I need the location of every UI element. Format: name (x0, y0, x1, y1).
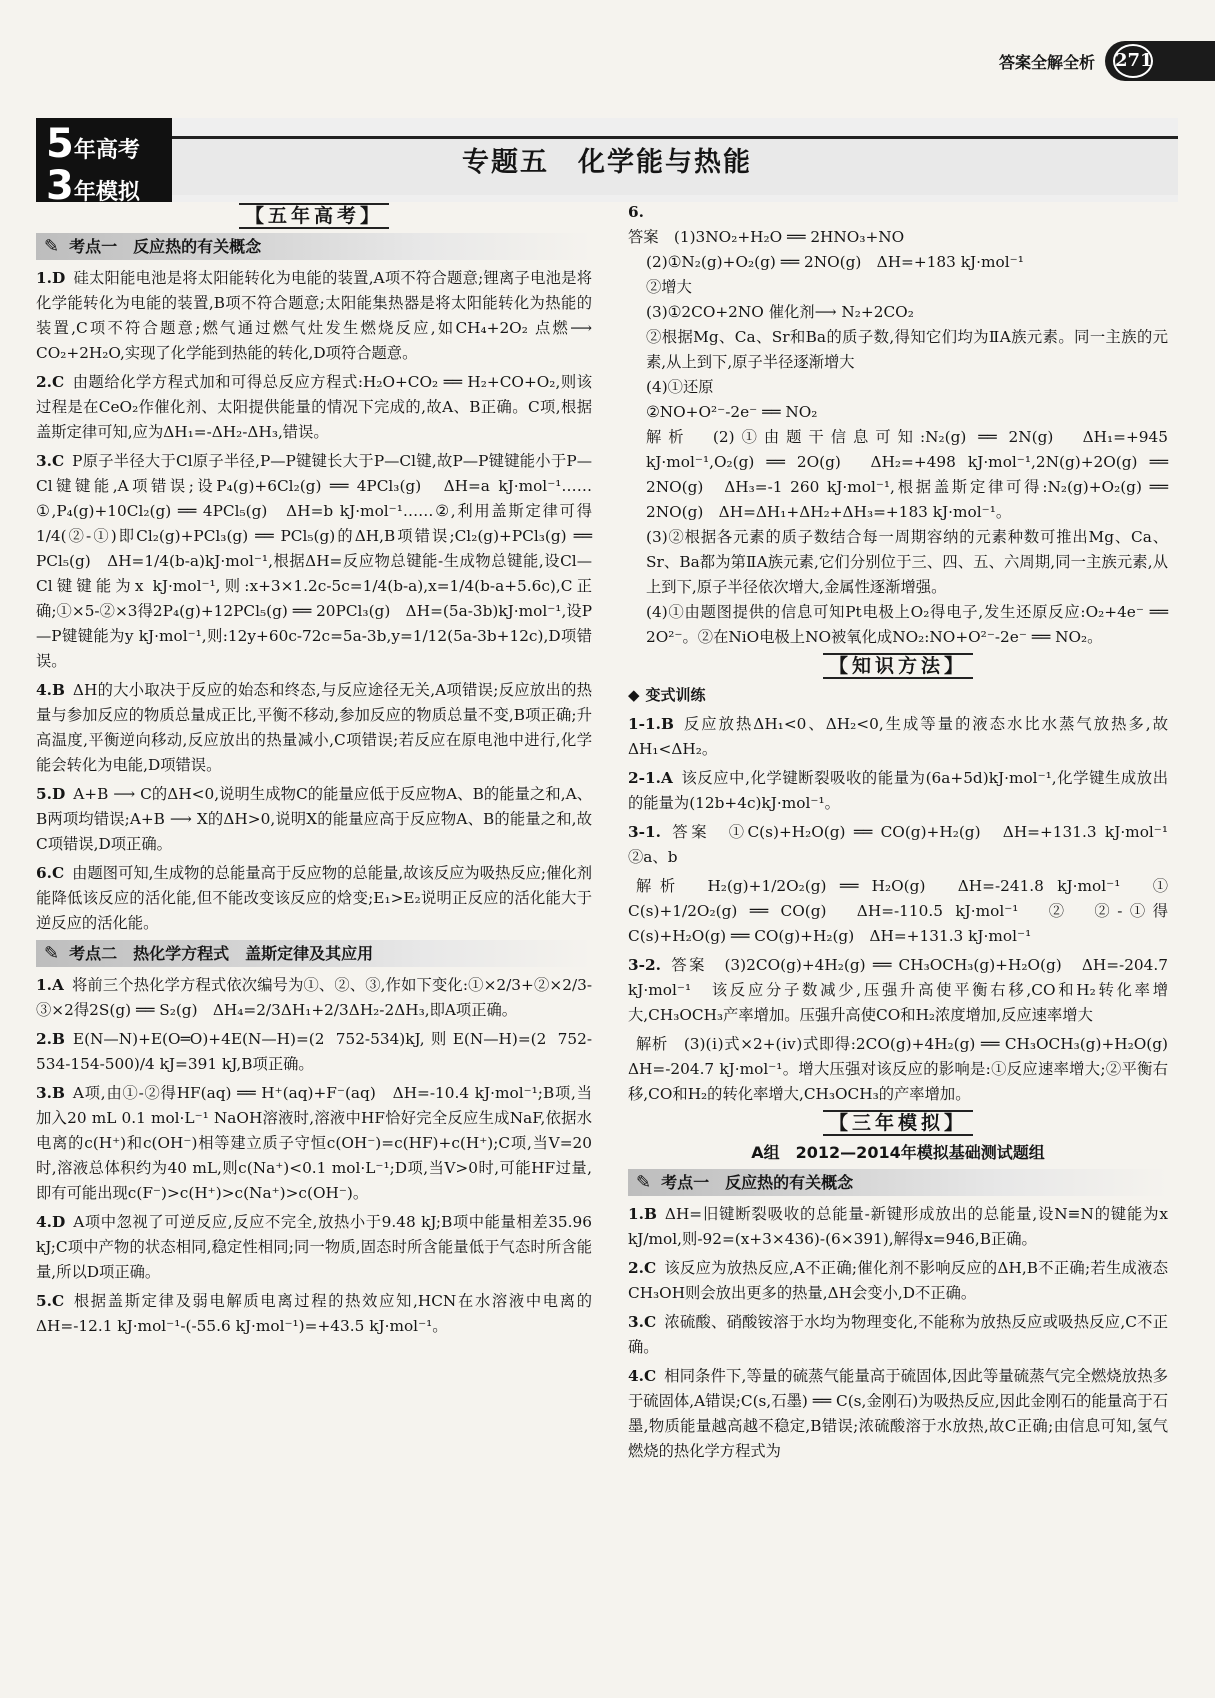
answer-text: ΔH的大小取决于反应的始态和终态,与反应途径无关,A项错误;反应放出的热量与参加反应的物质总量成正比,平衡不移动,参加反应的物质总量不变,B项正确;升高温度,平衡逆向移动,反应放出的热量减小,C项错误;若反应在原电池中进行,化学能会转化为电能,D项错误。 (36, 681, 592, 774)
answer-item (36, 1081, 592, 1206)
answer-item (628, 1202, 1168, 1252)
answer-number: 3.C (36, 452, 65, 470)
answer-line: 答案 (1)3NO₂+H₂O ══ 2HNO₃+NO (628, 228, 905, 246)
answer-text: E(N—N)+E(O═O)+4E(N—H)=(2 752-534)kJ,则E(N—H)=(2 752-534-154-500)/4 kJ=391 kJ,B项正确。 (36, 1030, 592, 1073)
answer-item (36, 370, 592, 445)
left-column (36, 200, 592, 1343)
answer-text: 硅太阳能电池是将太阳能转化为电能的装置,A项不符合题意;锂离子电池是将化学能转化为电能的装置,B项不符合题意;太阳能集热器是将太阳能转化为热能的装置,C项不符合题意;燃气通过燃气灶发生燃烧反应,如CH₄+2O₂ 点燃⟶ CO₂+2H₂O,实现了化学能到热能的转化,D项符合题意。 (36, 269, 592, 362)
topic-heading: ✎ 考点一 反应热的有关概念 (36, 233, 592, 260)
answer-item (36, 1027, 592, 1077)
answer-number: 2.C (628, 1259, 657, 1277)
topic-heading: ✎ 考点二 热化学方程式 盖斯定律及其应用 (36, 940, 592, 967)
answer-text: 反应放热ΔH₁<0、ΔH₂<0,生成等量的液态水比水蒸气放热多,故ΔH₁<ΔH₂。 (628, 715, 1168, 758)
answer-number: 4.C (628, 1367, 657, 1385)
answer-item (628, 820, 1184, 870)
answer-line: (2)①N₂(g)+O₂(g) ══ 2NO(g) ΔH=+183 kJ·mol⁻¹ (646, 253, 1024, 271)
answer-number: 3.C (628, 1313, 657, 1331)
pencil-icon: ✎ (44, 236, 60, 257)
answer-number: 1-1.B (628, 715, 674, 733)
chapter-title: 专题五 化学能与热能 (462, 147, 752, 178)
answer-number: 1.A (36, 976, 64, 994)
chapter-banner (36, 118, 1178, 209)
answer-item (36, 1210, 592, 1285)
answer-number: 1.D (36, 269, 66, 287)
section-heading: 【知识方法】 (628, 654, 1168, 679)
answer-text: 该反应为放热反应,A不正确;催化剂不影响反应的ΔH,B不正确;若生成液态CH₃OH则会放出更多的热量,ΔH会变小,D不正确。 (628, 1259, 1168, 1302)
answer-number: 3-2. (628, 956, 661, 974)
answer-line: (3)①2CO+2NO 催化剂⟶ N₂+2CO₂ (646, 303, 914, 321)
answer-text: 解析 (3)(ⅰ)式×2+(ⅳ)式即得:2CO(g)+4H₂(g) ══ CH₃OCH₃(g)+H₂O(g) ΔH=-204.7 kJ·mol⁻¹。增大压强对该反应的影响是:①反应速率增大;②平衡右移,CO和H₂的转化率增大,CH₃OCH₃的产率增加。 (628, 1035, 1184, 1103)
answer-number: 2.B (36, 1030, 65, 1048)
answer-text: 根据盖斯定律及弱电解质电离过程的热效应知,HCN在水溶液中电离的ΔH=-12.1 kJ·mol⁻¹-(-55.6 kJ·mol⁻¹)=+43.5 kJ·mol⁻¹。 (36, 1292, 592, 1335)
answer-text: 由题给化学方程式加和可得总反应方程式:H₂O+CO₂ ══ H₂+CO+O₂,则该过程是在CeO₂作催化剂、太阳提供能量的情况下完成的,故A、B正确。C项,根据盖斯定律可知,应为ΔH₁=-ΔH₂-ΔH₃,错误。 (36, 373, 592, 441)
answer-item (36, 973, 592, 1023)
answer-item (628, 1032, 1184, 1107)
answer-number: 4.D (36, 1213, 66, 1231)
answer-item (36, 1289, 592, 1339)
answer-text: A项中忽视了可逆反应,反应不完全,放热小于9.48 kJ;B项中能量相差35.96 kJ;C项中产物的状态相同,稳定性相同;同一物质,固态时所含能量低于气态时所含能量,所以D项正确。 (36, 1213, 592, 1281)
section-heading: 【三年模拟】 (628, 1111, 1168, 1136)
answer-text: 相同条件下,等量的硫蒸气能量高于硫固体,因此等量硫蒸气完全燃烧放热多于硫固体,A错误;C(s,石墨) ══ C(s,金刚石)为吸热反应,因此金刚石的能量高于石墨,物质能量越高越不稳定,B错误;浓硫酸溶于水放热,故C正确;由信息可知,氢气燃烧的热化学方程式为 (628, 1367, 1168, 1460)
page-header (955, 40, 1215, 82)
page-number-box (1105, 41, 1215, 81)
answer-number: 3.B (36, 1084, 65, 1102)
answer-number: 5.C (36, 1292, 65, 1310)
header-label: 答案全解全析 (998, 52, 1095, 72)
answer-line: ②NO+O²⁻-2e⁻ ══ NO₂ (646, 403, 818, 421)
section-heading: 【五年高考】 (36, 204, 592, 229)
answer-item (628, 712, 1168, 762)
answer-line: 解析 (2)①由题干信息可知:N₂(g) ══ 2N(g) ΔH₁=+945 kJ·mol⁻¹,O₂(g) ══ 2O(g) ΔH₂=+498 kJ·mol⁻¹,2N(g)+2O(g) ══ 2NO(g) ΔH₃=-1 260 kJ·mol⁻¹,根据盖斯定律可得:N₂(g)+O₂(g) ══ 2NO(g) ΔH=ΔH₁+ΔH₂+ΔH₃=+183 kJ·mol⁻¹。 (646, 428, 1168, 521)
answer-item (36, 678, 592, 778)
answer-number: 2.C (36, 373, 65, 391)
answer-line: (4)①还原 (646, 378, 714, 396)
answer-item (36, 266, 592, 366)
answer-item (628, 1364, 1168, 1464)
answer-line: (3)②根据各元素的质子数结合每一周期容纳的元素种数可推出Mg、Ca、Sr、Ba都为第ⅡA族元素,它们分别位于三、四、五、六周期,同一主族元素,从上到下,原子半径依次增大,金属性逐渐增强。 (646, 528, 1168, 596)
answer-item (628, 766, 1168, 816)
answer-line: ②根据Mg、Ca、Sr和Ba的质子数,得知它们均为ⅡA族元素。同一主族的元素,从上到下,原子半径逐渐增大 (646, 328, 1168, 371)
answer-text: 该反应中,化学键断裂吸收的能量为(6a+5d)kJ·mol⁻¹,化学键生成放出的能量为(12b+4c)kJ·mol⁻¹。 (628, 769, 1168, 812)
answer-item (628, 874, 1184, 949)
answer-text: 解析 H₂(g)+1/2O₂(g) ══ H₂O(g) ΔH=-241.8 kJ·mol⁻¹ ① C(s)+1/2O₂(g) ══ CO(g) ΔH=-110.5 kJ·mol⁻¹ ② ②-①得C(s)+H₂O(g) ══ CO(g)+H₂(g) ΔH=+131.3 kJ·mol⁻¹ (628, 877, 1184, 945)
answer-line: ②增大 (646, 278, 692, 296)
topic-heading: ✎ 考点一 反应热的有关概念 (628, 1169, 1168, 1196)
answer-item (628, 1310, 1168, 1360)
answer-item (36, 782, 592, 857)
answer-text: 答案 (3)2CO(g)+4H₂(g) ══ CH₃OCH₃(g)+H₂O(g) ΔH=-204.7 kJ·mol⁻¹ 该反应分子数减少,压强升高使平衡右移,CO和H₂转化率增大,CH₃OCH₃产率增加。压强升高使CO和H₂浓度增加,反应速率增大 (628, 956, 1168, 1024)
answer-line: (4)①由题图提供的信息可知Pt电极上O₂得电子,发生还原反应:O₂+4e⁻ ══ 2O²⁻。②在NiO电极上NO被氧化成NO₂:NO+O²⁻-2e⁻ ══ NO₂。 (646, 603, 1168, 646)
page-number: 271 (1113, 44, 1153, 78)
answer-text: 浓硫酸、硝酸铵溶于水均为物理变化,不能称为放热反应或吸热反应,C不正确。 (628, 1313, 1168, 1356)
answer-text: 由题图可知,生成物的总能量高于反应物的总能量,故该反应为吸热反应;催化剂能降低该反应的活化能,但不能改变该反应的焓变;E₁>E₂说明正反应的活化能大于逆反应的活化能。 (36, 864, 592, 932)
sub-heading: ◆ 变式训练 (628, 683, 1168, 708)
answer-text: ΔH=旧键断裂吸收的总能量-新键形成放出的总能量,设N≡N的键能为x kJ/mol,则-92=(x+3×436)-(6×391),解得x=946,B正确。 (628, 1205, 1168, 1248)
pencil-icon: ✎ (44, 943, 60, 964)
answer-text: P原子半径大于Cl原子半径,P—P键键长大于P—Cl键,故P—P键键能小于P—Cl键键能,A项错误;设P₄(g)+6Cl₂(g) ══ 4PCl₃(g) ΔH=a kJ·mol⁻¹……①,P₄(g)+10Cl₂(g) ══ 4PCl₅(g) ΔH=b kJ·mol⁻¹……②,利用盖斯定律可得1/4(②-①)即Cl₂(g)+PCl₃(g) ══ PCl₅(g)的ΔH,B项错误;Cl₂(g)+PCl₃(g) ══ PCl₅(g) ΔH=1/4(b-a)kJ·mol⁻¹,根据ΔH=反应物总键能-生成物总键能,设Cl—Cl键键能为x kJ·mol⁻¹,则:x+3×1.2c-5c=1/4(b-a),x=1/4(b-a+5.6c),C正确;①×5-②×3得2P₄(g)+12PCl₅(g) ══ 20PCl₃(g) ΔH=(5a-3b)kJ·mol⁻¹,设P—P键键能为y kJ·mol⁻¹,则:12y+60c-72c=5a-3b,y=1/12(5a-3b+12c),D项错误。 (36, 452, 592, 670)
answer-number: 4.B (36, 681, 65, 699)
answer-text: 将前三个热化学方程式依次编号为①、②、③,作如下变化:①×2/3+②×2/3-③×2得2S(g) ══ S₂(g) ΔH₄=2/3ΔH₁+2/3ΔH₂-2ΔH₃,即A项正确。 (36, 976, 592, 1019)
answer-item (628, 953, 1168, 1028)
answer-text: A+B ⟶ C的ΔH<0,说明生成物C的能量应低于反应物A、B的能量之和,A、B两项均错误;A+B ⟶ X的ΔH>0,说明X的能量应高于反应物A、B的能量之和,故C项错误,D项正确。 (36, 785, 592, 853)
answer-number: 1.B (628, 1205, 657, 1223)
answer-number: 3-1. (628, 823, 661, 841)
answer-number: 5.D (36, 785, 66, 803)
diamond-icon: ◆ (628, 686, 640, 704)
group-heading: A组 2012—2014年模拟基础测试题组 (751, 1143, 1045, 1162)
answer-number: 6.C (36, 864, 65, 882)
answer-text: A项,由①-②得HF(aq) ══ H⁺(aq)+F⁻(aq) ΔH=-10.4 kJ·mol⁻¹;B项,当加入20 mL 0.1 mol·L⁻¹ NaOH溶液时,溶液中HF恰好完全反应生成NaF,依据水电离的c(H⁺)和c(OH⁻)相等建立质子守恒c(OH⁻)=c(HF)+c(H⁺);C项,当V=20时,溶液总体积约为40 mL,则c(Na⁺)<0.1 mol·L⁻¹;D项,当V>0时,可能HF过量,即有可能出现c(F⁻)>c(H⁺)>c(Na⁺)>c(OH⁻)。 (36, 1084, 592, 1202)
answer-item (628, 1256, 1168, 1306)
pencil-icon: ✎ (636, 1172, 652, 1193)
book-logo: 5年高考 3年模拟 (46, 121, 140, 209)
answer-item (36, 449, 592, 674)
answer-text: 答案 ①C(s)+H₂O(g) ══ CO(g)+H₂(g) ΔH=+131.3 kJ·mol⁻¹ ②a、b (628, 823, 1184, 866)
answer-number: 2-1.A (628, 769, 673, 787)
answer-item (36, 861, 592, 936)
answer-item: 6. 答案 (1)3NO₂+H₂O ══ 2HNO₃+NO (2)①N₂(g)+O₂(g) ══ 2NO(g) ΔH=+183 kJ·mol⁻¹ ②增大 (3)①2CO+2NO 催化剂⟶ N₂+2CO₂ ②根据Mg、Ca、Sr和Ba的质子数,得知它们均为ⅡA族元素。同一主族的元素,从上到下,原子半径逐渐增大 (4)①还原 ②NO+O²⁻-2e⁻ ══ NO₂ 解析 (2)①由题干信息可知:N₂(g) ══ 2N(g) ΔH₁=+945 kJ·mol⁻¹,O₂(g) ══ 2O(g) ΔH₂=+498 kJ·mol⁻¹,2N(g)+2O(g) ══ 2NO(g) ΔH₃=-1 260 kJ·mol⁻¹,根据盖斯定律可得:N₂(g)+O₂(g) ══ 2NO(g) ΔH=ΔH₁+ΔH₂+ΔH₃=+183 kJ·mol⁻¹。 (3)②根据各元素的质子数结合每一周期容纳的元素种数可推出Mg、Ca、Sr、Ba都为第ⅡA族元素,它们分别位于三、四、五、六周期,同一主族元素,从上到下,原子半径依次增大,金属性逐渐增强。 (4)①由题图提供的信息可知Pt电极上O₂得电子,发生还原反应:O₂+4e⁻ ══ 2O²⁻。②在NiO电极上NO被氧化成NO₂:NO+O²⁻-2e⁻ ══ NO₂。 (628, 200, 1168, 650)
right-column (628, 200, 1184, 1468)
